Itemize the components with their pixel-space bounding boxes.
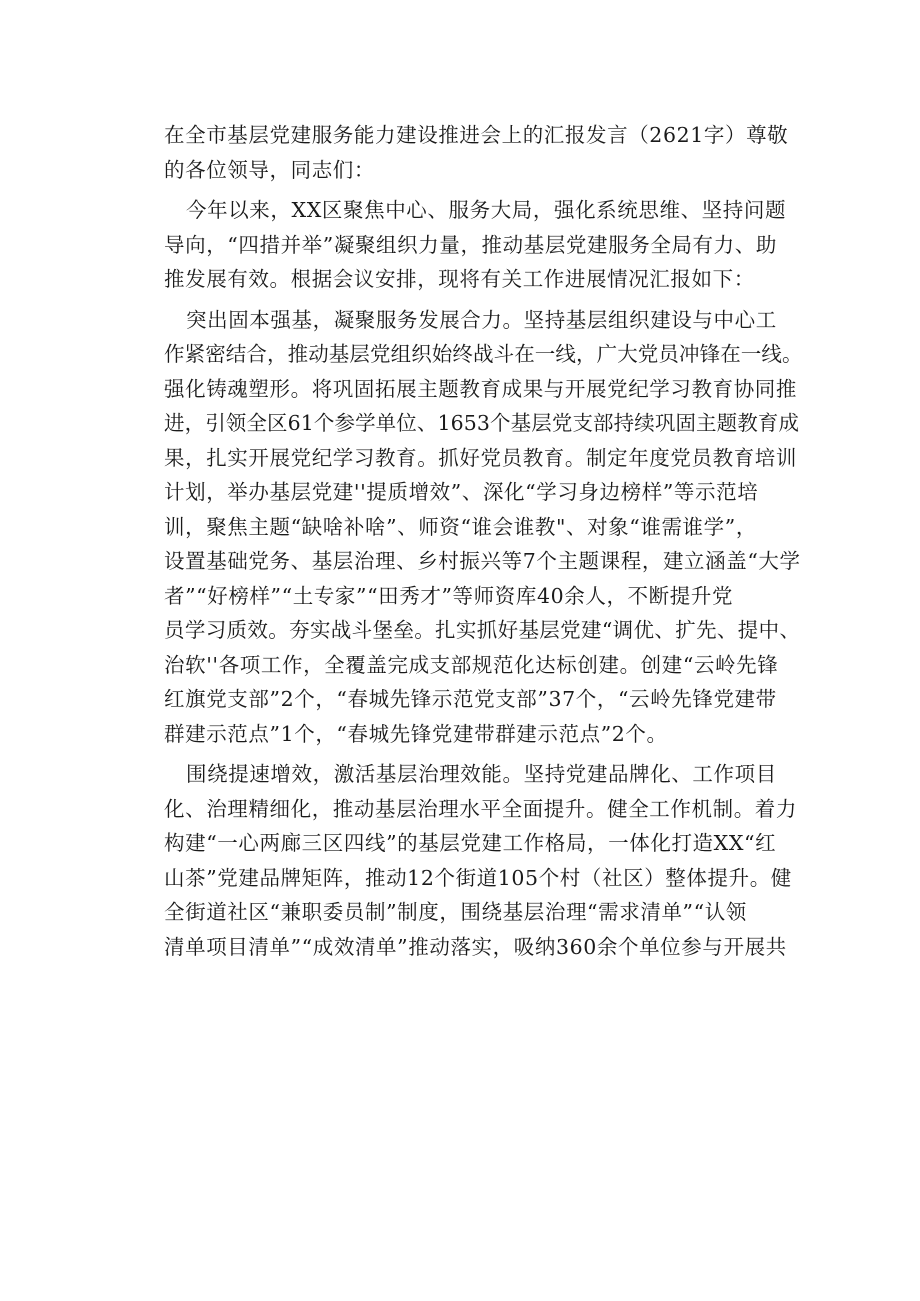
text-line: 今年以来，XX区聚焦中心、服务大局，强化系统思维、坚持问题 [186,198,787,222]
text-line: 进，引领全区61个参学单位、1653个基层党支部持续巩固主题教育成 [164,411,800,435]
text-line: 者”“好榜样”“土专家”“田秀才”等师资库40余人，不断提升党 [164,583,734,608]
text-line: 突出固本强基，凝聚服务发展合力。坚持基层组织建设与中心工 [186,307,777,332]
text-line: 化、治理精细化，推动基层治理水平全面提升。健全工作机制。着力 [164,796,797,821]
text-line: 导向，“四措并举”凝聚组织力量，推动基层党建服务全局有力、助 [164,232,777,257]
text-line: 果，扎实开展党纪学习教育。抓好党员教育。制定年度党员教育培训 [164,445,797,470]
text-line: 构建“一心两廊三区四线”的基层党建工作格局，一体化打造XX“红 [164,831,777,855]
text-line: 计划，举办基层党建''提质增效”、深化“学习身边榜样”等示范培 [164,480,759,504]
text-line: 清单项目清单”“成效清单”推动落实，吸纳360余个单位参与开展共 [164,934,787,959]
document-body [164,118,804,964]
text-line: 全街道社区“兼职委员制”制度，围绕基层治理“需求清单”“认领 [164,900,747,924]
text-line: 的各位领导，同志们： [164,157,375,182]
text-line: 训，聚焦主题“缺啥补啥”、师资“谁会谁教"、对象“谁需谁学”， [164,514,757,539]
text-line: 推发展有效。根据会议安排，现将有关工作进展情况汇报如下： [164,267,755,291]
text-line: 设置基础党务、基层治理、乡村振兴等7个主题课程，建立涵盖“大学 [164,549,801,573]
text-line: 治软''各项工作，全覆盖完成支部规范化达标创建。创建“云岭先锋 [164,652,779,677]
text-line: 红旗党支部”2个，“春城先锋示范党支部”37个，“云岭先锋党建带 [164,687,777,711]
text-line: 作紧密结合，推动基层党组织始终战斗在一线，广大党员冲锋在一线。 [164,342,803,366]
text-line: 强化铸魂塑形。将巩固拓展主题教育成果与开展党纪学习教育协同推 [164,376,797,401]
text-line: 围绕提速增效，激活基层治理效能。坚持党建品牌化、工作项目 [186,762,777,786]
text-line: 员学习质效。夯实战斗堡垒。扎实抓好基层党建“调优、扩先、提中、 [164,618,801,642]
text-line: 山茶”党建品牌矩阵，推动12个街道105个村（社区）整体提升。健 [164,865,792,890]
text-line: 群建示范点”1个，“春城先锋党建带群建示范点”2个。 [164,721,668,746]
text-line: 在全市基层党建服务能力建设推进会上的汇报发言（2621字）尊敬 [164,123,789,147]
